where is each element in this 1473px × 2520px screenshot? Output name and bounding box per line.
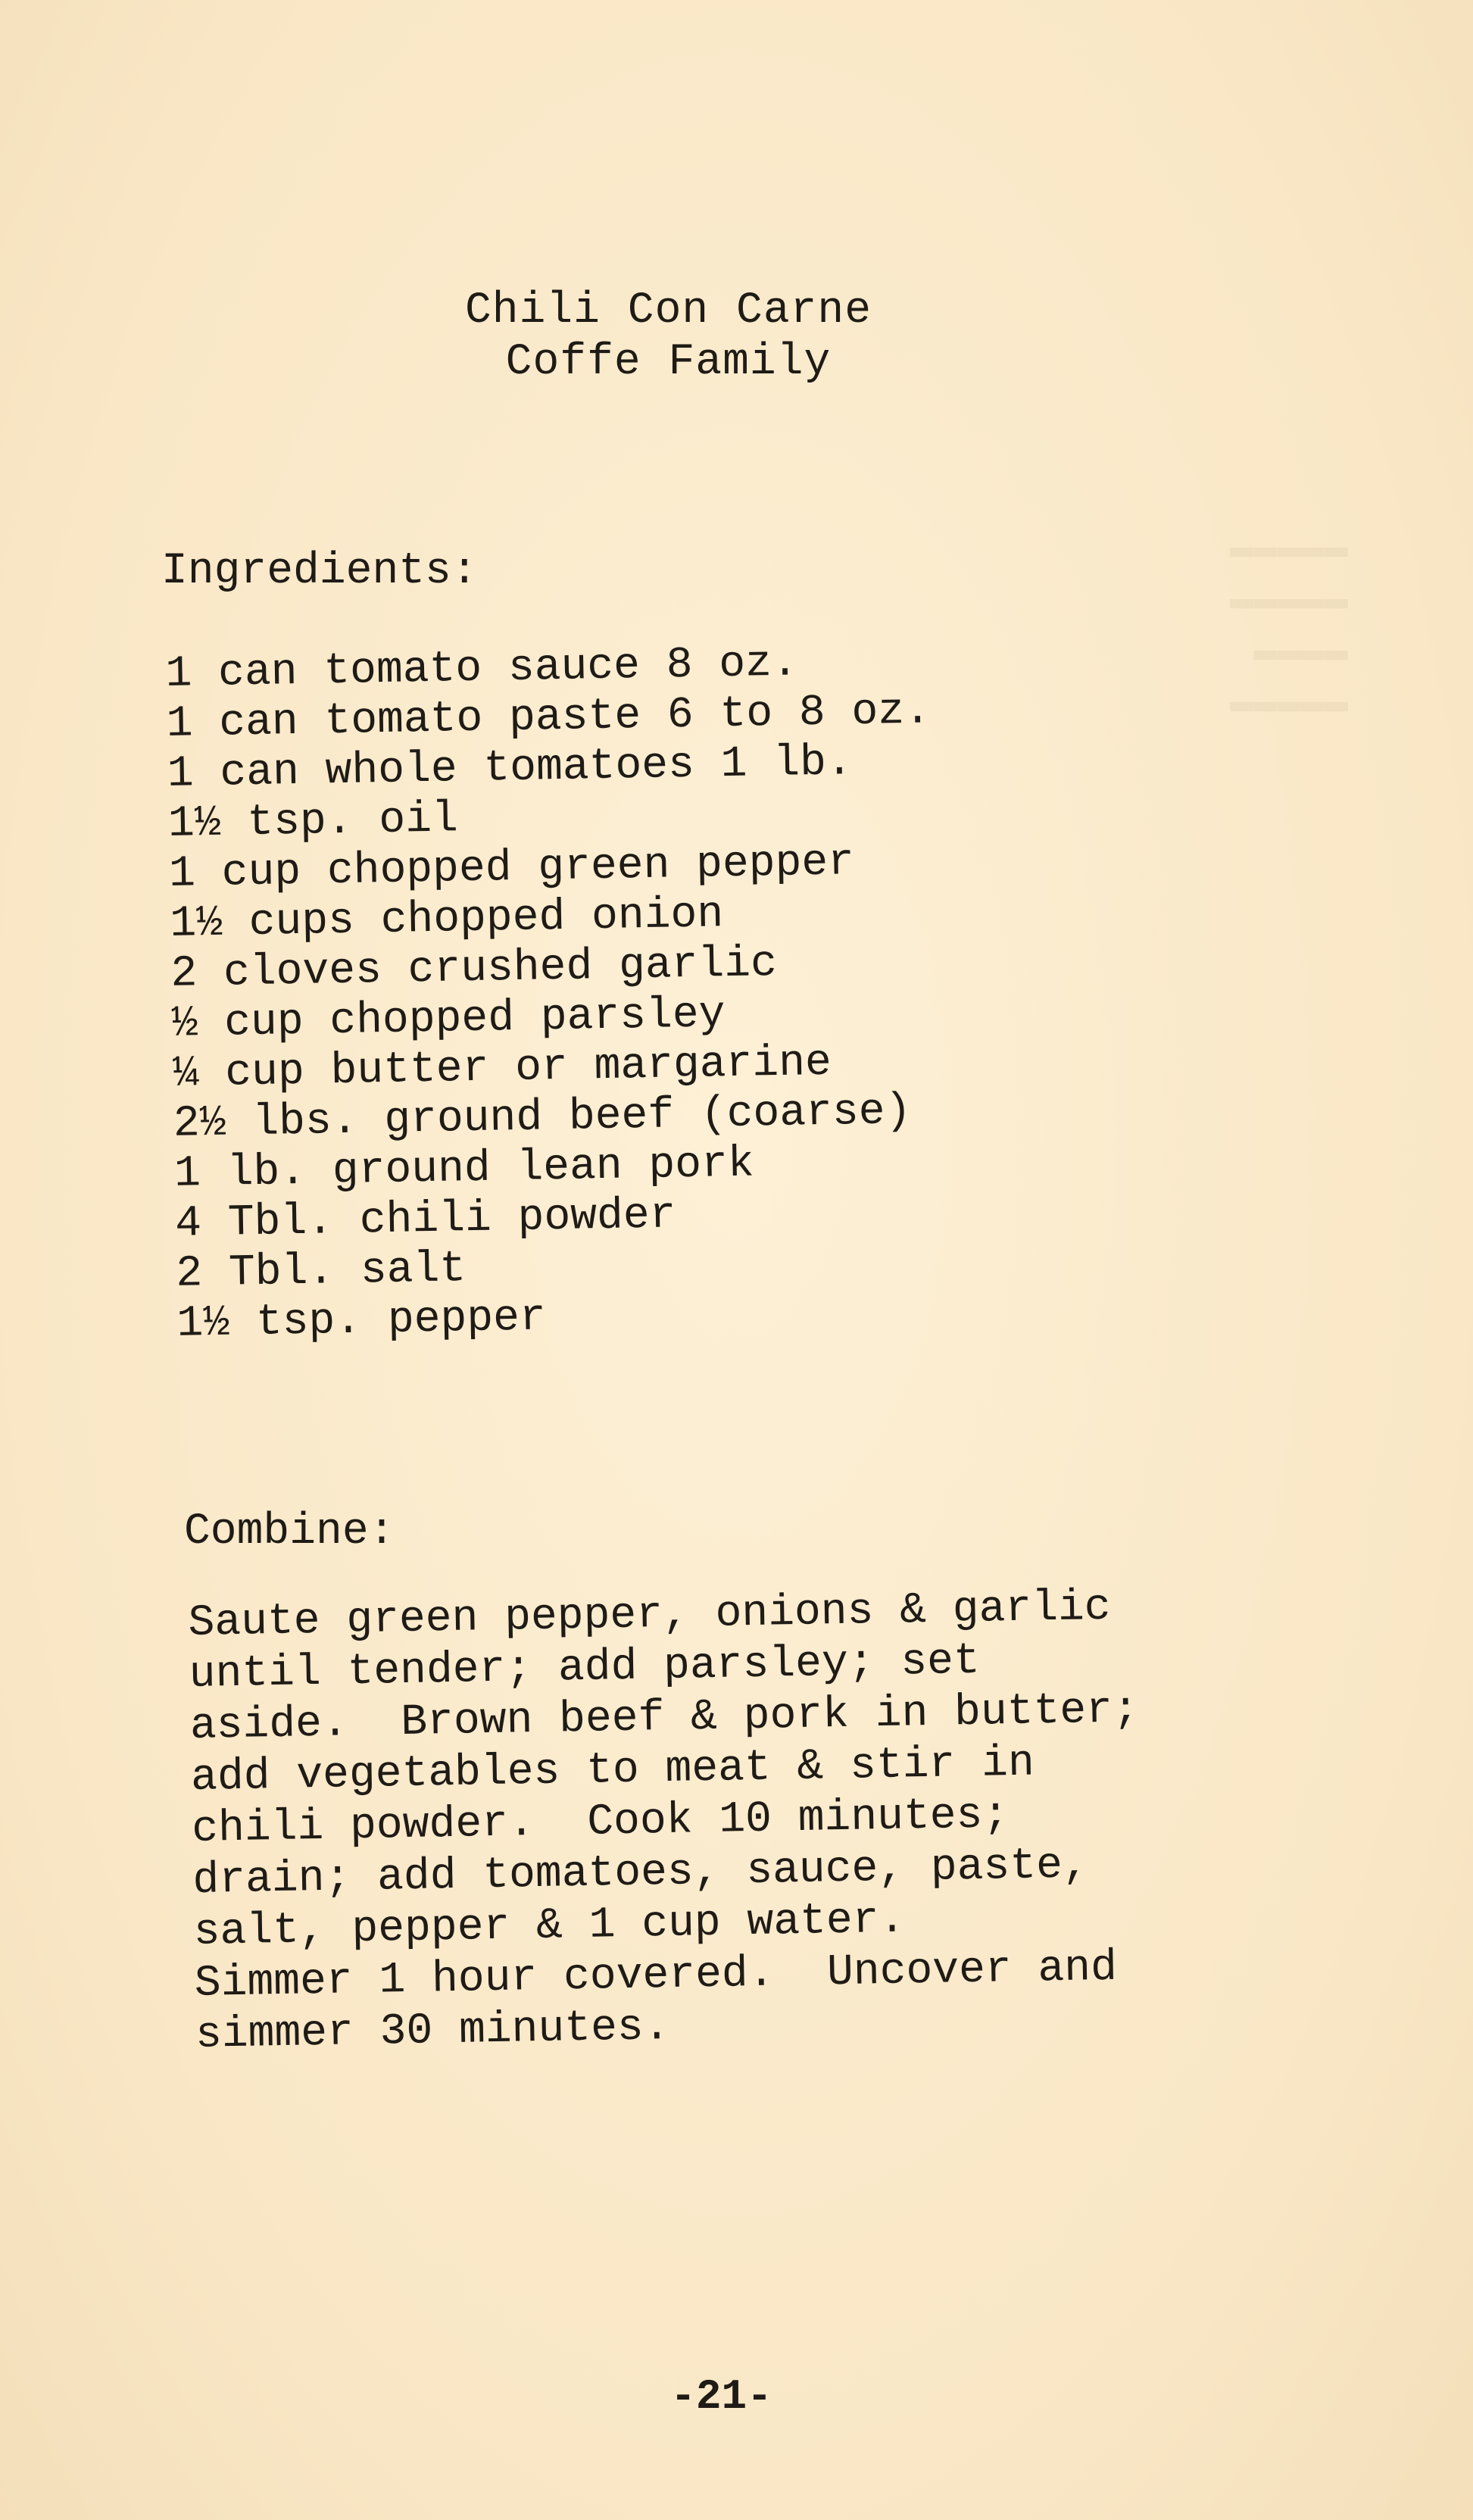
directions-line: simmer 30 minutes. — [195, 2002, 671, 2060]
directions-line: until tender; add parsley; set — [189, 1636, 981, 1700]
recipe-title: Chili Con Carne — [464, 286, 872, 336]
directions-line: aside. Brown beef & pork in butter; — [189, 1685, 1140, 1751]
ingredient-item: 1 lb. ground lean pork — [173, 1139, 755, 1199]
directions-line: add vegetables to meat & stir in — [190, 1738, 1035, 1803]
ingredient-item: 4 Tbl. chili powder — [174, 1191, 677, 1249]
ingredient-item: 1½ tsp. pepper — [176, 1293, 547, 1349]
ingredient-item: 1½ tsp. oil — [167, 795, 459, 849]
ingredient-item: ¼ cup butter or margarine — [172, 1038, 832, 1099]
directions-line: chili powder. Cook 10 minutes; — [191, 1791, 1010, 1854]
ingredient-item: 2 cloves crushed garlic — [170, 938, 778, 999]
ingredient-list — [165, 636, 941, 1349]
ingredient-item: 1 cup chopped green pepper — [168, 838, 855, 899]
ingredient-item: 1 can tomato paste 6 to 8 oz. — [166, 686, 932, 749]
ingredient-item: 2 Tbl. salt — [175, 1244, 467, 1299]
ingredients-heading: Ingredients: — [161, 547, 478, 596]
recipe-subtitle: Coffe Family — [505, 338, 832, 387]
combine-heading: Combine: — [184, 1507, 395, 1557]
directions-line: Simmer 1 hour covered. Uncover and — [194, 1943, 1118, 2009]
ingredient-item: 1½ cups chopped onion — [169, 890, 724, 949]
directions-line: Saute green pepper, onions & garlic — [188, 1582, 1112, 1648]
ingredient-item: 1 can tomato sauce 8 oz. — [165, 639, 799, 699]
directions-line: salt, pepper & 1 cup water. — [193, 1895, 906, 1957]
ingredient-item: ½ cup chopped parsley — [171, 990, 726, 1049]
ingredient-item: 1 can whole tomatoes 1 lb. — [167, 738, 854, 799]
directions-line: drain; add tomatoes, sauce, paste, — [192, 1841, 1090, 1906]
directions-text — [188, 1582, 1145, 2062]
page-number: -21- — [670, 2372, 772, 2421]
bleed-through-texture: ▬▬▬▬▬ ▬▬▬▬▬ ▬▬▬▬ ▬▬▬▬▬ — [1229, 526, 1348, 725]
ingredient-item: 2½ lbs. ground beef (coarse) — [173, 1086, 912, 1149]
